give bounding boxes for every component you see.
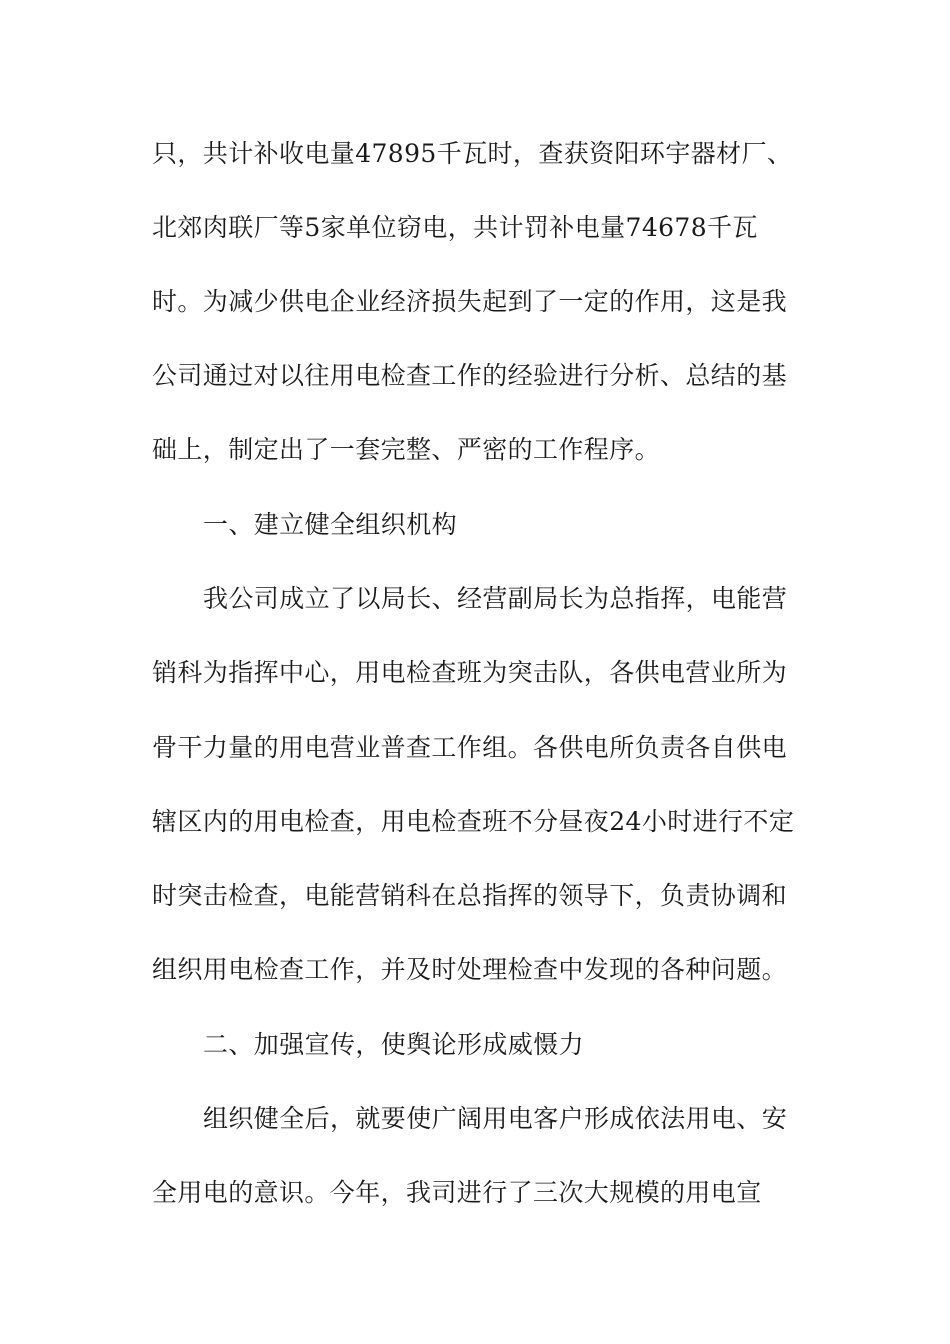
text-line: 销科为指挥中心，用电检查班为突击队，各供电营业所为: [152, 658, 788, 687]
text-line: 全用电的意识。今年，我司进行了三次大规模的用电宣: [152, 1178, 762, 1207]
text-line: 公司通过对以往用电检查工作的经验进行分析、总结的基: [152, 361, 788, 390]
text-line: 我公司成立了以局长、经营副局长为总指挥，电能营: [203, 584, 788, 613]
text-line: 组织用电检查工作，并及时处理检查中发现的各种问题。: [152, 955, 788, 984]
section-heading: 一、建立健全组织机构: [203, 510, 458, 539]
section-heading: 二、加强宣传，使舆论形成威慑力: [203, 1030, 585, 1059]
text-line: 骨干力量的用电营业普查工作组。各供电所负责各自供电: [152, 733, 788, 762]
text-line: 北郊肉联厂等5家单位窃电，共计罚补电量74678千瓦: [152, 213, 758, 242]
text-line: 只，共计补收电量47895千瓦时，查获资阳环宇器材厂、: [152, 139, 793, 168]
text-line: 时。为减少供电企业经济损失起到了一定的作用，这是我: [152, 287, 788, 316]
text-line: 辖区内的用电检查，用电检查班不分昼夜24小时进行不定: [152, 807, 795, 836]
text-line: 时突击检查，电能营销科在总指挥的领导下，负责协调和: [152, 881, 788, 910]
text-line: 础上，制定出了一套完整、严密的工作程序。: [152, 435, 661, 464]
text-line: 组织健全后，就要使广阔用电客户形成依法用电、安: [203, 1104, 788, 1133]
